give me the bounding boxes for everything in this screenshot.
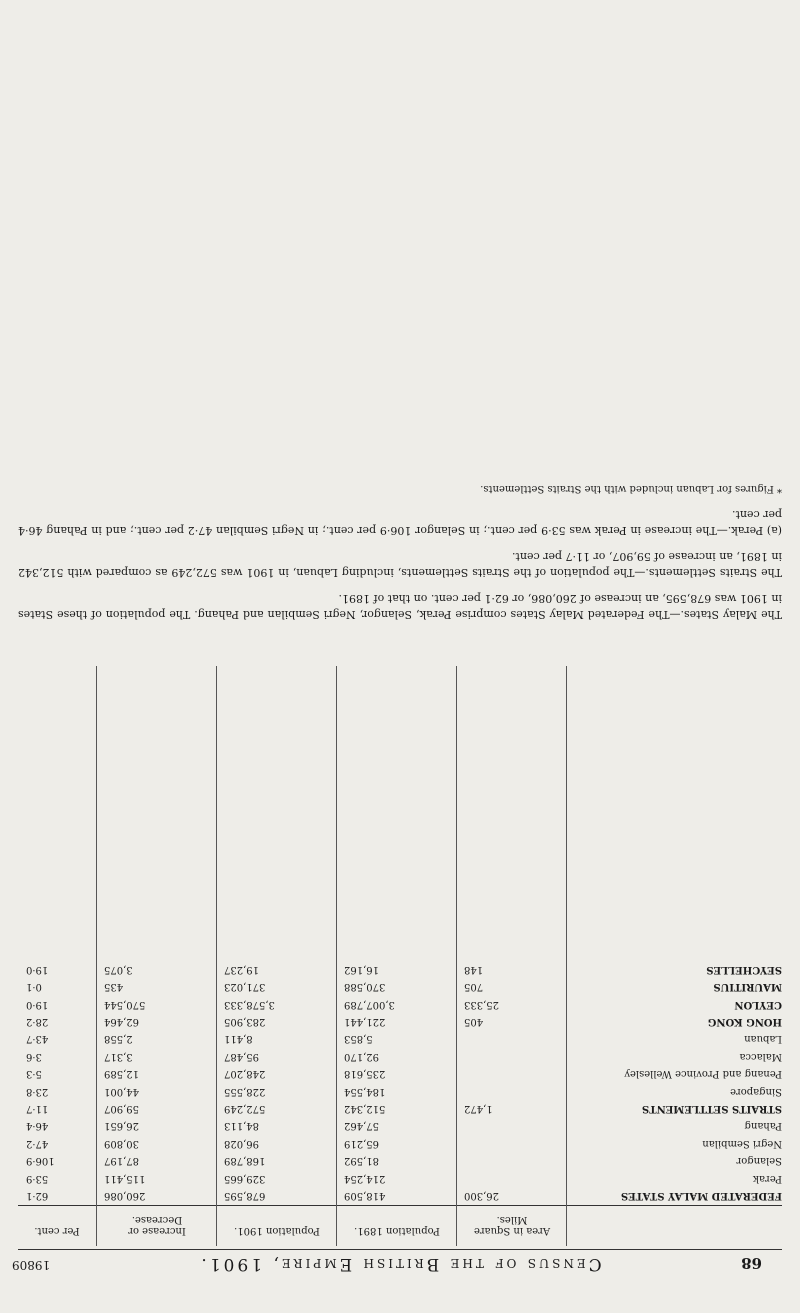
table-cell-p1901: 371,023: [224, 981, 266, 993]
table-cell-p1891: 418,509: [344, 1190, 386, 1201]
table-cell-pct: 5·3: [26, 1068, 42, 1080]
table-cell-p1891: 184,554: [344, 1085, 386, 1097]
table-cell-area: 25,333: [464, 998, 499, 1010]
pop-1901-column: [224, 961, 332, 1204]
table-cell-area: [464, 1152, 562, 1169]
table-cell-area: [464, 1030, 562, 1047]
table-cell-p1891: 235,618: [344, 1068, 386, 1080]
table-cell-p1901: 8,411: [224, 1033, 253, 1045]
note-paragraph: The Straits Settlements.—The population of the Straits Settlements, including Labuan, in 1901 was 572,249 as compared with 512,342 in 1891, an increase of 59,907, or 11·7 per cent.: [18, 550, 782, 579]
table-cell-pct: 62·1: [26, 1190, 49, 1201]
column-header-area: Area in Square Miles.: [473, 1214, 551, 1236]
note-paragraph: The Malay States.—The Federated Malay States comprise Perak, Selangor, Negri Sembilan and Pahang. The population of these States in 1901 was 678,595, an increase of 260,086, or 62·1 per cent. on that of 1891.: [18, 592, 782, 621]
table-cell-change: 62,464: [104, 1016, 139, 1028]
statistics-table: [18, 646, 782, 1246]
table-cell-area: [464, 1065, 562, 1082]
row-label: Pahang: [744, 1120, 782, 1132]
table-cell-p1891: 5,853: [344, 1033, 373, 1045]
table-cell-pct: 28·2: [26, 1016, 49, 1028]
row-label: Malacca: [739, 1050, 782, 1062]
table-cell-area: [464, 1082, 562, 1099]
row-label: STRAITS SETTLEMENTS: [641, 1103, 782, 1115]
table-cell-pct: 19·0: [26, 963, 49, 975]
row-label: SEYCHELLES: [706, 963, 782, 975]
table-cell-p1891: 16,162: [344, 963, 379, 975]
table-cell-p1901: 19,237: [224, 963, 259, 975]
table-cell-p1901: 248,207: [224, 1068, 266, 1080]
table-cell-pct: 43·7: [26, 1033, 49, 1045]
column-header-pct: Per cent.: [34, 1225, 80, 1236]
table-cell-change: 3,075: [104, 963, 133, 975]
table-cell-pct: 47·2: [26, 1137, 49, 1149]
table-cell-p1891: 214,254: [344, 1172, 386, 1184]
table-cell-p1901: 96,028: [224, 1137, 259, 1149]
table-cell-p1891: 221,441: [344, 1016, 386, 1028]
table-cell-change: 30,809: [104, 1137, 139, 1149]
column-rule: [566, 666, 567, 1246]
folio-number: 68: [741, 1254, 762, 1272]
pop-1891-column: [344, 961, 452, 1204]
row-label: CEYLON: [734, 998, 782, 1010]
table-cell-p1891: 57,462: [344, 1120, 379, 1132]
table-cell-area: 705: [464, 981, 484, 993]
table-cell-area: [464, 1134, 562, 1151]
sheet-number: 19809: [12, 1258, 51, 1272]
table-cell-area: [464, 1117, 562, 1134]
table-cell-pct: 53·9: [26, 1172, 49, 1184]
table-cell-p1901: 572,249: [224, 1103, 266, 1115]
row-label: FEDERATED MALAY STATES: [620, 1190, 782, 1201]
row-labels: [572, 961, 782, 1204]
table-cell-p1901: 3,578,333: [224, 998, 275, 1010]
column-rule: [456, 666, 457, 1246]
column-rule: [216, 666, 217, 1246]
row-label: Singapore: [730, 1085, 782, 1097]
table-cell-area: 148: [464, 963, 484, 975]
table-cell-area: [464, 1047, 562, 1064]
table-cell-p1901: 283,905: [224, 1016, 266, 1028]
table-cell-pct: 3·6: [26, 1050, 42, 1062]
table-cell-change: 26,651: [104, 1120, 139, 1132]
running-title: Census of the British Empire, 1901.: [198, 1254, 602, 1274]
table-cell-pct: 46·4: [26, 1120, 49, 1132]
table-cell-change: 570,544: [104, 998, 146, 1010]
table-cell-change: 435: [104, 981, 124, 993]
table-cell-area: 26,300: [464, 1190, 499, 1201]
table-cell-p1901: 84,113: [224, 1120, 259, 1132]
footnote: * Figures for Labuan included with the Straits Settlements.: [480, 483, 782, 494]
row-label: Perak: [753, 1172, 782, 1184]
page-header: [0, 1254, 800, 1294]
note-paragraph: (a) Perak.—The increase in Perak was 53·9 per cent.; in Selangor 106·9 per cent.; in Negri Sembilan 47·2 per cent.; and in Pahang 46·4 per cent.: [18, 508, 782, 537]
table-cell-p1891: 3,007,789: [344, 998, 395, 1010]
table-cell-p1901: 95,487: [224, 1050, 259, 1062]
row-label: MAURITIUS: [713, 981, 782, 993]
table-cell-change: 44,001: [104, 1085, 139, 1097]
table-cell-change: 59,907: [104, 1103, 139, 1115]
change-column: [104, 961, 212, 1204]
table-cell-p1891: 81,592: [344, 1155, 379, 1167]
table-cell-p1891: 65,219: [344, 1137, 379, 1149]
table-cell-change: 260,086: [104, 1190, 146, 1201]
table-cell-area: [464, 1169, 562, 1186]
column-rule: [336, 666, 337, 1246]
column-headers: [18, 1205, 782, 1246]
table-cell-pct: 106·9: [26, 1155, 55, 1167]
column-header-pop-1891: Population 1891.: [354, 1225, 440, 1236]
row-label: HONG KONG: [707, 1016, 782, 1028]
table-cell-p1901: 168,789: [224, 1155, 266, 1167]
row-label: Selangor: [736, 1155, 782, 1167]
area-column: [464, 961, 562, 1204]
table-cell-p1901: 228,555: [224, 1085, 266, 1097]
table-cell-p1901: 678,595: [224, 1190, 266, 1201]
table-cell-pct: 23·8: [26, 1085, 49, 1097]
notes-block: [18, 470, 782, 622]
table-cell-pct: 0·1: [26, 981, 42, 993]
table-cell-pct: 11·7: [26, 1103, 49, 1115]
table-cell-change: 87,197: [104, 1155, 139, 1167]
row-label: Labuan: [744, 1033, 782, 1045]
column-rule: [96, 666, 97, 1246]
row-label: Negri Sembilan: [702, 1137, 782, 1149]
table-cell-p1901: 329,665: [224, 1172, 266, 1184]
row-label: Penang and Province Wellesley: [624, 1068, 782, 1080]
table-cell-area: 1,472: [464, 1103, 493, 1115]
table-cell-change: 3,317: [104, 1050, 133, 1062]
table-cell-pct: 19·0: [26, 998, 49, 1010]
table-cell-p1891: 512,342: [344, 1103, 386, 1115]
table-cell-change: 12,589: [104, 1068, 139, 1080]
column-header-pop-1901: Population 1901.: [234, 1225, 320, 1236]
table-cell-p1891: 92,170: [344, 1050, 379, 1062]
table-cell-p1891: 370,588: [344, 981, 386, 993]
table-cell-change: 115,411: [104, 1172, 146, 1184]
pct-column: [26, 961, 92, 1204]
table-cell-change: 2,558: [104, 1033, 133, 1045]
column-header-change: Increase or Decrease.: [128, 1214, 186, 1236]
header-rule: [18, 1249, 782, 1250]
table-cell-area: 405: [464, 1016, 484, 1028]
